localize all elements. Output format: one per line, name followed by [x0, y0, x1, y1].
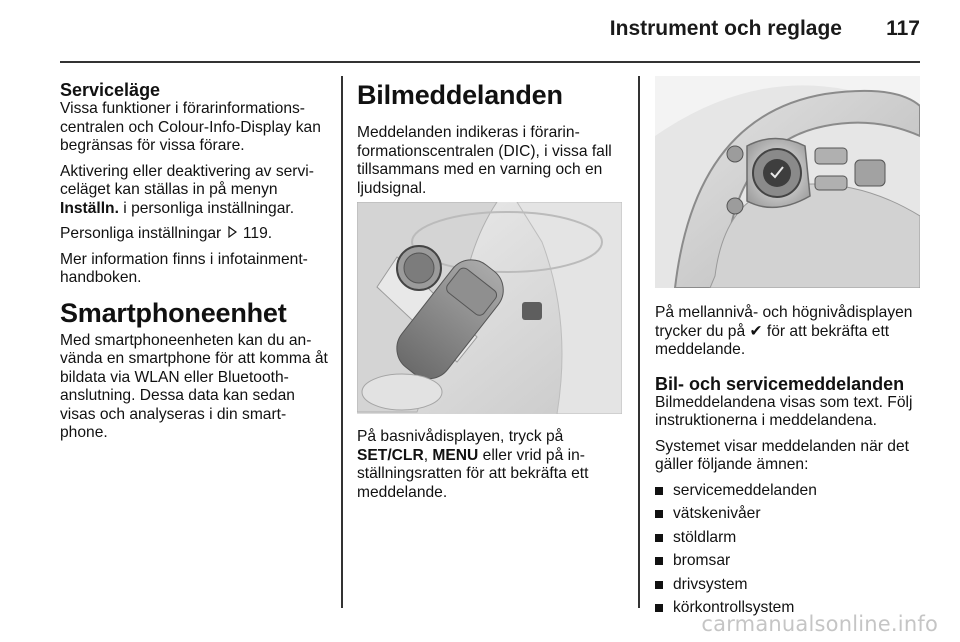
square-bullet-icon	[655, 534, 663, 542]
square-bullet-icon	[655, 510, 663, 518]
steering-wheel-figure	[655, 76, 920, 288]
square-bullet-icon	[655, 557, 663, 565]
page-number: 117	[886, 17, 920, 40]
stalk-figure	[357, 202, 622, 414]
set-clr-term: SET/CLR	[357, 446, 424, 464]
column-middle	[357, 80, 627, 205]
section-heading-smartphone: Smartphoneenhet	[60, 297, 287, 328]
paragraph: Vissa funktioner i förarinformations-centralen och Colour-Info-Display kan begränsas för vissa förare.	[60, 100, 321, 154]
square-bullet-icon	[655, 581, 663, 589]
list-item: stöldlarm	[655, 529, 927, 548]
header-rule	[60, 61, 920, 63]
page-header	[0, 0, 960, 62]
menu-term: Inställn.	[60, 199, 119, 217]
checkmark-icon: ✔	[749, 322, 763, 340]
list-item: vätskenivåer	[655, 505, 927, 524]
square-bullet-icon	[655, 487, 663, 495]
paragraph: Aktivering eller deaktivering av servi-celäget kan ställas in på menyn Inställn. i personliga inställningar.	[60, 162, 314, 217]
paragraph: Mer information finns i infotainment-handboken.	[60, 250, 308, 286]
wheel-caption: På mellannivå- och högnivådisplayen trycker du på ✔ för att bekräfta ett meddelande.	[655, 304, 913, 358]
list-item: bromsar	[655, 552, 927, 571]
page-reference-arrow-icon	[228, 225, 237, 244]
paragraph: Personliga inställningar 119.	[60, 225, 273, 242]
watermark: carmanualsonline.info	[701, 612, 938, 636]
section-heading-vehicle-messages: Bilmeddelanden	[357, 80, 563, 110]
paragraph: Systemet visar meddelanden när det gäller följande ämnen:	[655, 437, 909, 473]
column-right	[655, 304, 927, 623]
steering-wheel-illustration	[655, 76, 920, 288]
paragraph: Med smartphoneenheten kan du an-vända en smartphone för att komma åt bildata via WLAN eller Bluetooth-anslutning. Dessa data kan sedan visas och analyseras i din smart-phone.	[60, 331, 328, 441]
list-item: körkontrollsystem	[655, 599, 927, 618]
column-divider-right	[638, 76, 640, 608]
page-reference[interactable]: 119.	[242, 225, 273, 242]
topic-list	[655, 482, 927, 618]
section-heading-service-mode: Serviceläge	[60, 80, 161, 100]
square-bullet-icon	[655, 604, 663, 612]
section-heading-service-messages: Bil- och servicemeddelanden	[655, 373, 905, 394]
menu-term: MENU	[432, 446, 479, 464]
stalk-caption: På basnivådisplayen, tryck på SET/CLR, MENU eller vrid på in-ställningsratten för att bekräfta ett meddelande.	[357, 428, 589, 501]
column-left	[60, 80, 332, 450]
list-item: servicemeddelanden	[655, 482, 927, 501]
list-item: drivsystem	[655, 576, 927, 595]
paragraph: Meddelanden indikeras i förarin-formationscentralen (DIC), i vissa fall tillsammans med en varning och en ljudsignal.	[357, 124, 612, 197]
turn-signal-stalk-illustration	[357, 202, 622, 414]
paragraph: Bilmeddelandena visas som text. Följ instruktionerna i meddelandena.	[655, 393, 913, 429]
running-title: Instrument och reglage	[609, 17, 842, 40]
column-divider-left	[341, 76, 343, 608]
